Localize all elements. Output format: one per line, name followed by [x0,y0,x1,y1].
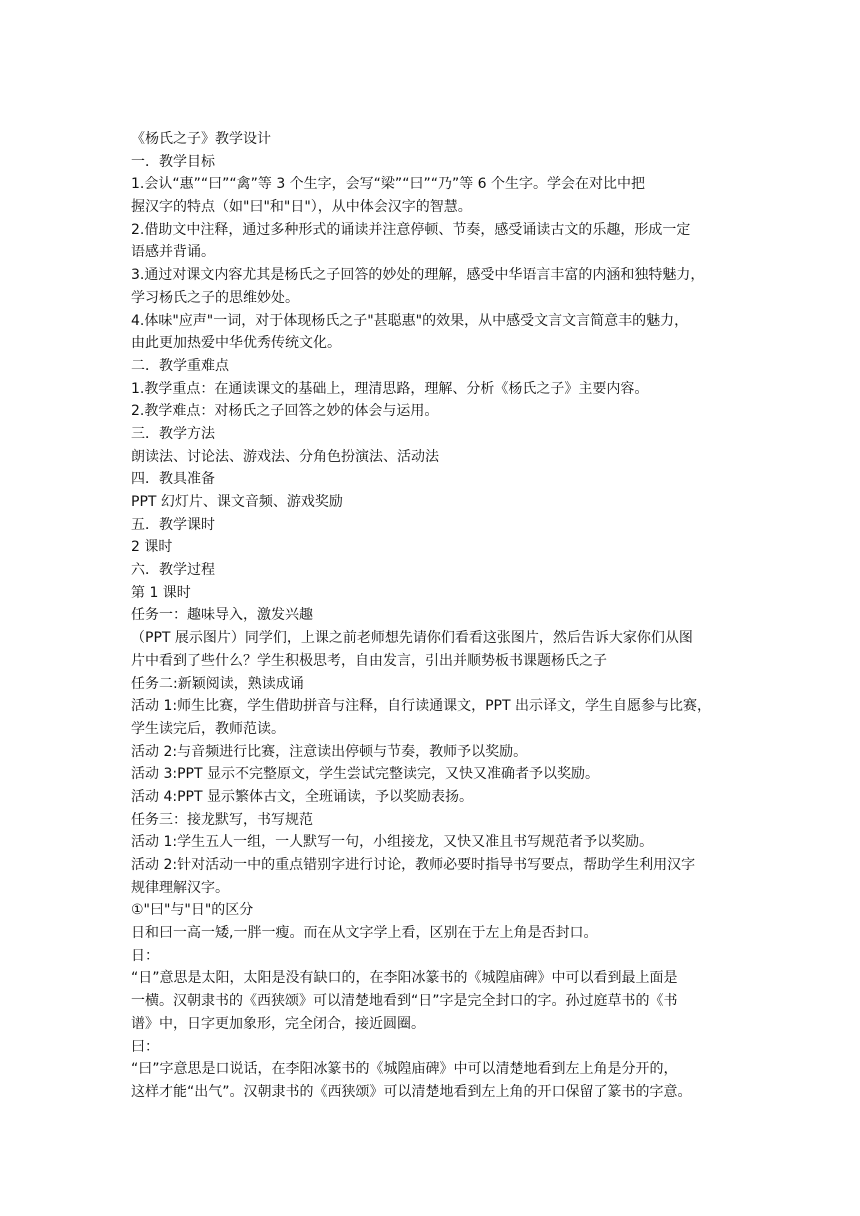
text-line: 朗读法、讨论法、游戏法、分角色扮演法、活动法 [131,448,439,465]
text-line: “曰”字意思是口说话，在李阳冰篆书的《城隍庙碑》中可以清楚地看到左上角是分开的， [131,1061,678,1078]
text-line: 曰： [131,1038,159,1055]
text-line: 2.借助文中注释，通过多种形式的诵读并注意停顿、节奏，感受诵读古文的乐趣，形成一定 [131,221,691,238]
text-line: 一．教学目标 [131,153,215,170]
text-line: 1.教学重点：在通读课文的基础上，理清思路，理解、分析《杨氏之子》主要内容。 [131,380,649,397]
text-line: 日和曰一高一矮,一胖一瘦。而在从文字学上看，区别在于左上角是否封口。 [131,925,598,942]
text-line: 活动 3:PPT 显示不完整原文，学生尝试完整读完，又快又准确者予以奖励。 [131,766,599,783]
text-line: 第 1 课时 [131,584,191,601]
text-line: 由此更加热爱中华优秀传统文化。 [131,335,341,352]
text-line: 五．教学课时 [131,516,215,533]
text-line: 活动 1:学生五人一组，一人默写一句，小组接龙，又快又准且书写规范者予以奖励。 [131,834,654,851]
text-line: 任务一：趣味导入，激发兴趣 [131,607,313,624]
text-line: PPT 幻灯片、课文音频、游戏奖励 [131,494,343,510]
text-line: 握汉字的特点（如"曰"和"日"），从中体会汉字的智慧。 [131,199,472,216]
text-line: “日”意思是太阳，太阳是没有缺口的，在李阳冰篆书的《城隍庙碑》中可以看到最上面是 [131,970,678,987]
text-line: （PPT 展示图片）同学们，上课之前老师想先请你们看看这张图片，然后告诉大家你们从图 [131,630,693,647]
text-line: 任务二:新颖阅读，熟读成诵 [131,675,304,692]
text-line: 活动 2:针对活动一中的重点错别字进行讨论，教师必要时指导书写要点，帮助学生利用汉字 [131,857,696,873]
text-line: 四．教具准备 [131,471,215,488]
text-line: 任务三：接龙默写，书写规范 [131,811,313,828]
text-line: 六．教学过程 [131,562,215,579]
text-line: 活动 2:与音频进行比赛，注意读出停顿与节奏，教师予以奖励。 [131,743,528,760]
text-line: 谱》中，日字更加象形，完全闭合，接近圆圈。 [131,1015,425,1032]
text-line: 片中看到了些什么？学生积极思考，自由发言，引出并顺势板书课题杨氏之子 [131,652,607,669]
text-line: 2 课时 [131,539,173,556]
text-line: ①"曰"与"日"的区分 [131,902,254,919]
text-line: 活动 1:师生比赛，学生借助拼音与注释，自行读通课文，PPT 出示译文，学生自愿参与比赛， [131,698,711,715]
text-line: 这样才能“出气”。汉朝隶书的《西狭颂》可以清楚地看到左上角的开口保留了篆书的字意。 [131,1083,692,1100]
text-line: 1.会认“惠”“曰”“禽”等 3 个生字，会写“梁”“曰”“乃”等 6 个生字。学会在对比中把 [131,176,646,193]
text-line: 语感并背诵。 [131,244,215,261]
document-body [131,128,750,1104]
text-line: 《杨氏之子》教学设计 [131,131,271,147]
text-line: 2.教学难点：对杨氏之子回答之妙的体会与运用。 [131,403,439,420]
text-line: 活动 4:PPT 显示繁体古文，全班诵读，予以奖励表扬。 [131,788,473,805]
text-line: 二．教学重难点 [131,357,229,374]
text-line: 4.体味"应声"一词，对于体现杨氏之子"甚聪惠"的效果，从中感受文言文言简意丰的魅力， [131,312,689,329]
text-line: 规律理解汉字。 [131,879,229,896]
text-line: 学生读完后，教师范读。 [131,720,285,737]
text-line: 一横。汉朝隶书的《西狭颂》可以清楚地看到“日”字是完全封口的字。孙过庭草书的《书 [131,993,678,1010]
text-line: 日： [131,947,159,964]
text-line: 三．教学方法 [131,425,215,442]
text-line: 3.通过对课文内容尤其是杨氏之子回答的妙处的理解，感受中华语言丰富的内涵和独特魅力， [131,267,705,284]
text-line: 学习杨氏之子的思维妙处。 [131,289,299,306]
